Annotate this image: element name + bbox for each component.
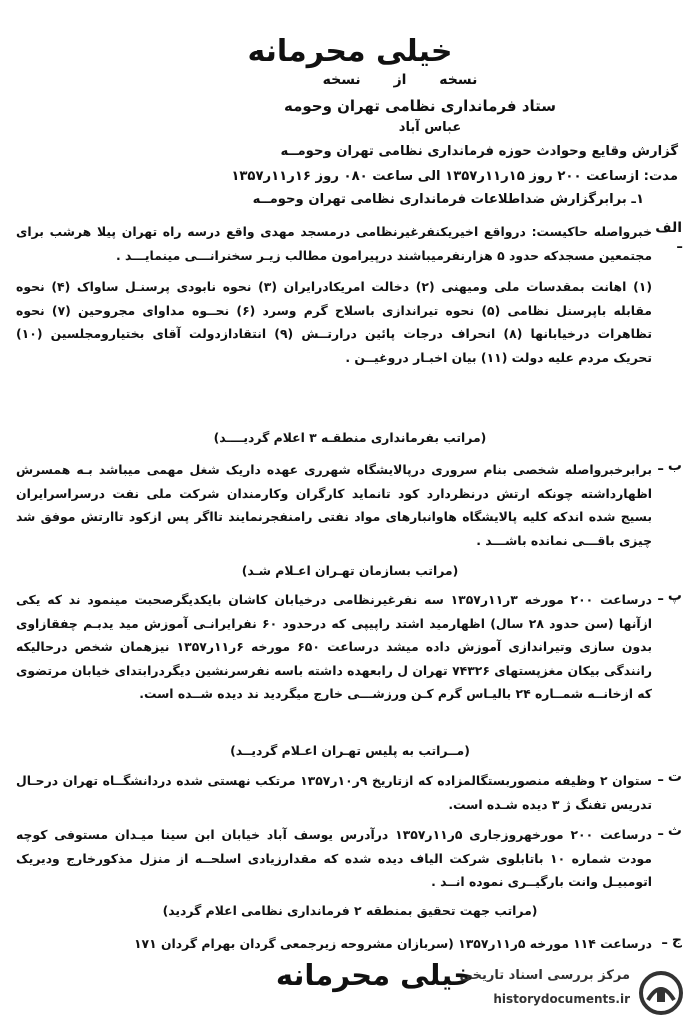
- report-section-heading: ۱ـ برابرگزارش ضداطلاعات فرماندارى نظامى تهران وحومــه: [252, 192, 644, 207]
- report-item-be: [16, 458, 682, 552]
- item-label: ث ـ: [658, 823, 682, 839]
- item-text: درساعت ۱۱۴ مورخه ۵ر۱۱ر۱۳۵۷ (سربازان مشروحه زيرجمعى گردان بهرام گردان ۱۷۱: [133, 936, 652, 951]
- item-text: خبرواصله حاکيست: درواقع اخيريکنفرغيرنظامى درمسجد مهدى واقع درسه راه تهران پيلا هرشب براى مجتمعين مسجدکه حدود ۵ هزارنفرمیباشند درپيرامون مطالب زيـر سخنرانـــى مينمايـــد .: [16, 224, 652, 263]
- copy-number-line: نسخه از نسخه: [322, 72, 478, 88]
- item-topics-list: (۱) اهانت بمقدسات ملى وميهنى (۲) دخالت امريکادرايران (۳) نحوه نابودى پرسنـل ساواک (۴) نحوه مقابله باپرسنل نظامى (۵) نحوه تيراندازى باسلاح گرم وسرد (۶) نحــوه مداواى مجروحين (۷) نحوه تظاهرات درخيابانها (۸) انحراف درجات پائين درارتــش (۹) انتقادازدولت آقاى بختيارومجلسين (۱۰) تحريک مردم عليه دولت (۱۱) بيان اخبـار دروغيــن .: [16, 279, 652, 365]
- classification-footer: خیلی محرمانه: [275, 958, 475, 992]
- item-label: ج ـ: [662, 932, 682, 948]
- archive-watermark: [430, 968, 688, 1020]
- item-text: برابرخبرواصله شخصى بنام سرورى درپالايشگاه شهررى عهده داريک شغل مهمى ميباشد بـه همسرش اظهارداشته چونکه ارتش درنظردارد کود تانمايد کارگران وکارمندان شرکت ملى نفت درسراسرايران بسيج شده اندکه کليه پالايشگاه هاوانبارهاى مواد نفتى رامنفجرنمايند تااگر پس ازکود تاارتش موفق شد چيزى باقـــى نمانده باشـــد .: [16, 462, 652, 548]
- watermark-text: مرکز بررسى اسناد تاريخى: [459, 968, 630, 983]
- watermark-url: historydocuments.ir: [493, 992, 630, 1006]
- headquarters-line: ستاد فرماندارى نظامى تهران وحومه: [283, 97, 557, 115]
- item-text: درساعت ۲۰۰ مورخهروزجارى ۵ر۱۱ر۱۳۵۷ درآدرس يوسف آباد خيابان ابن سينا ميـدان مستوفى کوچه مودت شماره ۱۰ باتابلوى شرکت الياف ديده شده که مقدارزيادى اسلحــه از منزل مذکورخارج وديريک اتومبيـل وانت بارگيــرى نموده انــد .: [16, 827, 652, 889]
- item-label: پ ـ: [658, 588, 682, 604]
- archive-logo-icon: [638, 970, 684, 1016]
- item-note: (مراتب جهت تحقيق بمنطقه ۲ فرماندارى نظامى اعلام گرديد): [162, 903, 538, 918]
- report-item-pe: [16, 588, 682, 706]
- place-line: عباس آباد: [398, 120, 462, 135]
- item-text: ستوان ۲ وظيفه منصوربستگالمزاده که ازتاريخ ۹ر۱۰ر۱۳۵۷ مرتکب نهستى شده دردانشگــاه تهران درحـال تدريس تفنگ ژ ۳ ديده شـده است.: [16, 773, 652, 812]
- item-label: ت ـ: [658, 769, 682, 785]
- item-note: (مراتب بفرماندارى منطقـه ۳ اعلام گرديــــد): [213, 430, 487, 445]
- report-item-se: [16, 823, 682, 894]
- item-label: الف ـ: [655, 220, 682, 252]
- report-item-te: [16, 769, 682, 816]
- report-title: گزارش وقايع وحوادث حوزه فرماندارى نظامى تهران وحومــه: [280, 144, 678, 159]
- report-period: مدت: ازساعت ۲۰۰ روز ۱۵ر۱۱ر۱۳۵۷ الى ساعت ۰۸۰ روز ۱۶ر۱۱ر۱۳۵۷: [231, 169, 678, 184]
- report-item-jim: [16, 932, 682, 956]
- report-item-alef: [16, 220, 682, 369]
- item-note: (مــراتب به پليس تهـران اعـلام گرديــد): [230, 743, 470, 758]
- classification-header: خیلی محرمانه: [247, 34, 453, 69]
- item-note: (مراتب بسازمان تهـران اعـلام شـد): [241, 563, 459, 578]
- item-label: ب ـ: [658, 458, 682, 474]
- item-text: درساعت ۲۰۰ مورخه ۳ر۱۱ر۱۳۵۷ سه نفرغيرنظامى درخيابان کاشان بايکديگرصحبت مينمود ند که يکى ازآنها (سن حدود ۲۸ سال) اظهارميد اشتد راپيپى که درحدود ۶۰ نفرايرانـى آموزش ميد يدبـم چفقازاوى بدون سازى وتيراندازى آموزش داده ميشد درساعت ۶۵۰ مورخه ۶ر۱۱ر۱۳۵۷ نيزهمان شخص درحاليکه رانندگى بيکان مغزپستهای ۷۴۳۲۶ تهران ل رابعهده داشته باسه نفرسرنشين ديگردرابتداى خيابان مرتضوى که ازخانــه شمــاره ۲۴ باليـاس گرم کـن ورزشـــى خارج ميگرديد ند ديده شــده است.: [16, 592, 652, 701]
